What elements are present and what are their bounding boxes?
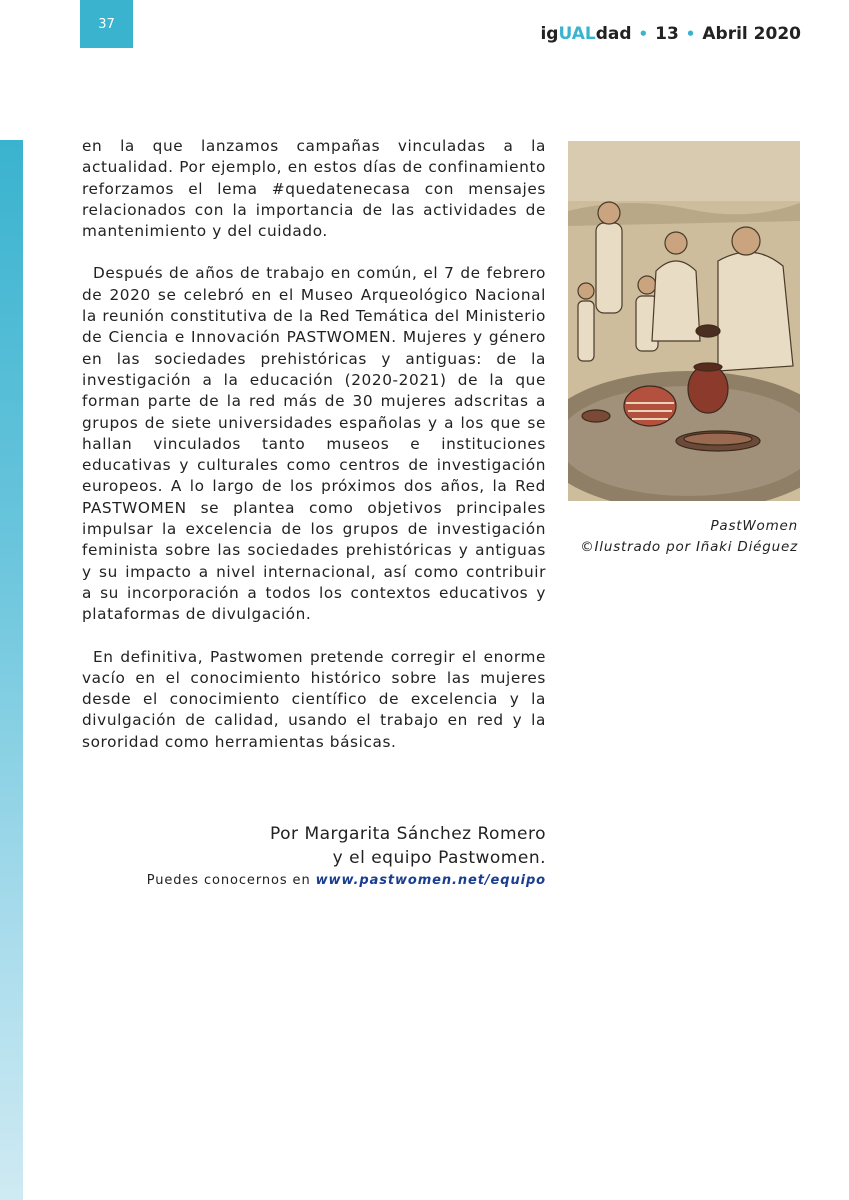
bullet-separator: •	[638, 25, 649, 43]
website-link[interactable]: www.pastwomen.net/equipo	[315, 873, 546, 888]
page-number-tab	[80, 0, 133, 48]
author-signature	[150, 822, 546, 870]
contact-prefix: Puedes conocernos en	[146, 873, 316, 888]
contact-line	[100, 873, 546, 888]
issue-date: Abril 2020	[702, 24, 801, 44]
brand-logo: igUALdad	[540, 24, 632, 44]
paragraph: En definitiva, Pastwomen pretende corregir el enorme vacío en el conocimiento histórico sobre las mujeres desde el conocimiento científico de excelencia y la divulgación de calidad, usando el trabajo en red y la sororidad como herramientas básicas.	[82, 647, 546, 751]
decorative-side-bar	[0, 140, 23, 1200]
publication-header	[540, 24, 801, 44]
issue-number: 13	[655, 24, 679, 44]
figure-caption	[560, 516, 798, 558]
paragraph: Después de años de trabajo en común, el 7 de febrero de 2020 se celebró en el Museo Arqueológico Nacional la reunión constitutiva de la Red Temática del Ministerio de Ciencia e Innovación PASTWOMEN. Mujeres y género en las sociedades prehistóricas y antiguas: de la investigación a la educación (2020-2021) de la que forman parte de la red más de 30 mujeres adscritas a grupos de siete universidades españolas y a los que se hallan vinculados tanto museos e instituciones educativas y culturales como centros de investigación europeos. A lo largo de los próximos dos años, la Red PASTWOMEN se plantea como objetivos principales impulsar la excelencia de los grupos de investigación feminista sobre las sociedades prehistóricas y antiguas y su impacto a nivel internacional, así como contribuir a su incorporación a todos los contextos educativos y plataformas de divulgación.	[82, 264, 546, 624]
page-number: 37	[98, 16, 115, 32]
caption-title: PastWomen	[710, 518, 798, 534]
signature-line: y el equipo Pastwomen.	[332, 848, 546, 868]
prehistoric-women-illustration	[568, 141, 800, 501]
bullet-separator: •	[685, 25, 696, 43]
article-body	[82, 136, 546, 753]
signature-line: Por Margarita Sánchez Romero	[270, 824, 546, 844]
paragraph: en la que lanzamos campañas vinculadas a la actualidad. Por ejemplo, en estos días de confinamiento reforzamos el lema #quedatenecasa con mensajes relacionados con la importancia de las actividades de mantenimiento y del cuidado.	[82, 137, 546, 241]
caption-credit: ©Ilustrado por Iñaki Diéguez	[580, 539, 798, 555]
